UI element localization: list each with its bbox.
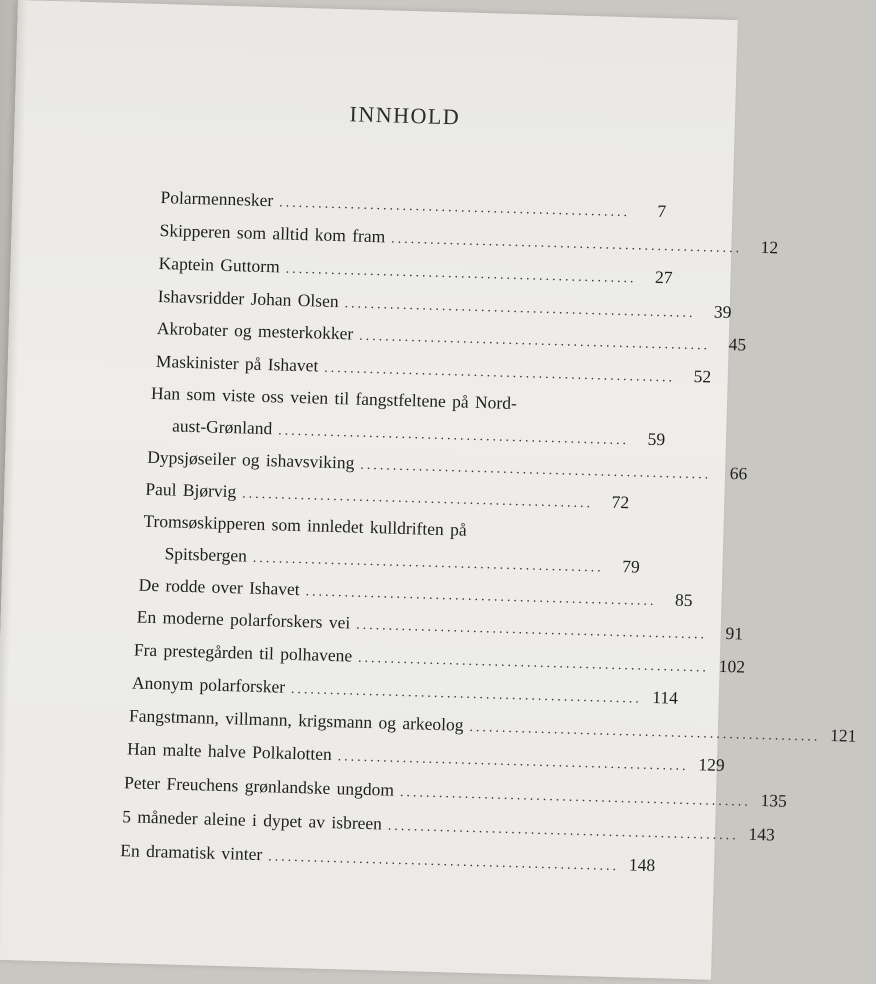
toc-leader-dots: ......................................................	[285, 261, 637, 287]
toc-entry	[133, 638, 746, 677]
toc-entry	[164, 542, 641, 579]
toc-entry-page: 102	[718, 655, 746, 677]
toc-entry-title: Kaptein Guttorm	[158, 253, 281, 277]
toc-leader-dots: ......................................................	[278, 195, 631, 221]
toc-entry	[160, 186, 667, 224]
toc-entry-title: Ishavsridder Johan Olsen	[157, 286, 339, 312]
toc-entry-title: Fra prestegården til polhavene	[133, 639, 353, 666]
toc-entry-title: Maskinister på Ishavet	[155, 350, 319, 376]
toc-leader-dots: ......................................................	[355, 617, 708, 643]
toc-entry	[136, 606, 744, 644]
toc-entry-title: Polarmennesker	[160, 187, 274, 211]
toc-entry-page: 148	[628, 854, 656, 876]
toc-entry-title: Peter Freuchens grønlandske ungdom	[123, 772, 395, 800]
toc-entry-title: Fangstmann, villmann, krigsmann og arkeolog	[128, 705, 464, 735]
toc-leader-dots: ......................................................	[267, 849, 620, 875]
toc-entry	[159, 219, 779, 258]
toc-entry-page: 91	[725, 623, 744, 644]
toc-entry	[158, 252, 673, 290]
toc-entry-page: 72	[611, 491, 630, 513]
toc-entry-title: Han malte halve Polkalotten	[126, 738, 333, 765]
toc-entry-page: 39	[713, 301, 732, 323]
page-title: INNHOLD	[349, 101, 461, 130]
toc-entry	[157, 285, 732, 323]
toc-entry	[156, 317, 747, 355]
toc-entry-page: 66	[729, 463, 748, 484]
toc-leader-dots: ......................................................	[252, 550, 604, 576]
toc-leader-dots: ......................................................	[399, 784, 752, 810]
toc-leader-dots: ......................................................	[242, 486, 594, 512]
toc-entry	[121, 805, 776, 845]
toc-entry-page: 45	[728, 333, 747, 355]
toc-entry-page: 7	[657, 200, 667, 222]
toc-entry-title-continued: aust-Grønland	[171, 415, 273, 439]
toc-entry-page: 129	[698, 754, 725, 776]
toc-leader-dots: ......................................................	[305, 584, 657, 610]
toc-entry	[155, 350, 712, 388]
toc-leader-dots: ......................................................	[360, 457, 712, 483]
toc-entry-page: 79	[621, 556, 641, 577]
toc-entry-page: 52	[693, 366, 712, 387]
toc-entry-page: 59	[647, 428, 666, 450]
toc-entry-title: Anonym polarforsker	[131, 672, 286, 697]
toc-entry	[123, 771, 788, 811]
toc-leader-dots: ......................................................	[277, 423, 630, 449]
toc-entry-page: 143	[748, 823, 776, 845]
toc-entry-title: Han som viste oss veien til fangstfeltene på Nord-	[150, 382, 518, 414]
toc-entry	[131, 671, 679, 709]
toc-entry	[147, 446, 748, 484]
toc-entry-page: 121	[829, 724, 857, 746]
toc-entry-title: 5 måneder aleine i dypet av isbreen	[121, 806, 383, 834]
toc-entry-page: 27	[654, 266, 673, 288]
toc-entry-title: En dramatisk vinter	[120, 840, 263, 865]
toc-leader-dots: ......................................................	[324, 360, 676, 386]
toc-leader-dots: ......................................................	[391, 231, 743, 257]
toc-leader-dots: ......................................................	[344, 296, 696, 322]
toc-entry-title: De rodde over Ishavet	[138, 574, 300, 600]
toc-entry-title: Akrobater og mesterkokker	[156, 318, 354, 344]
toc-leader-dots: ......................................................	[387, 818, 739, 844]
toc-entry	[126, 737, 725, 776]
toc-entry-title: Paul Bjørvig	[145, 478, 237, 502]
toc-entry	[128, 704, 857, 746]
toc-leader-dots: ......................................................	[469, 719, 821, 745]
toc-entry-page: 135	[760, 790, 788, 811]
toc-entry-page: 114	[652, 686, 679, 708]
toc-entry	[120, 839, 656, 877]
toc-leader-dots: ......................................................	[290, 681, 643, 707]
toc-entry-title-continued: Spitsbergen	[164, 543, 248, 566]
toc-entry-title: En moderne polarforskers vei	[136, 606, 351, 633]
toc-entry-title: Skipperen som alltid kom fram	[159, 220, 386, 247]
toc-entry	[138, 574, 693, 612]
toc-entry	[145, 478, 630, 516]
toc-entry-page: 85	[674, 589, 693, 611]
toc-entry-title: Tromsøskipperen som innledet kulldriften på	[143, 510, 467, 540]
toc-leader-dots: ......................................................	[357, 650, 710, 676]
toc-entry-page: 12	[760, 236, 779, 258]
toc-leader-dots: ......................................................	[358, 328, 711, 354]
toc-leader-dots: ......................................................	[337, 749, 689, 775]
toc-entry-title: Dypsjøseiler og ishavsviking	[147, 446, 355, 473]
toc-entry	[171, 414, 666, 451]
